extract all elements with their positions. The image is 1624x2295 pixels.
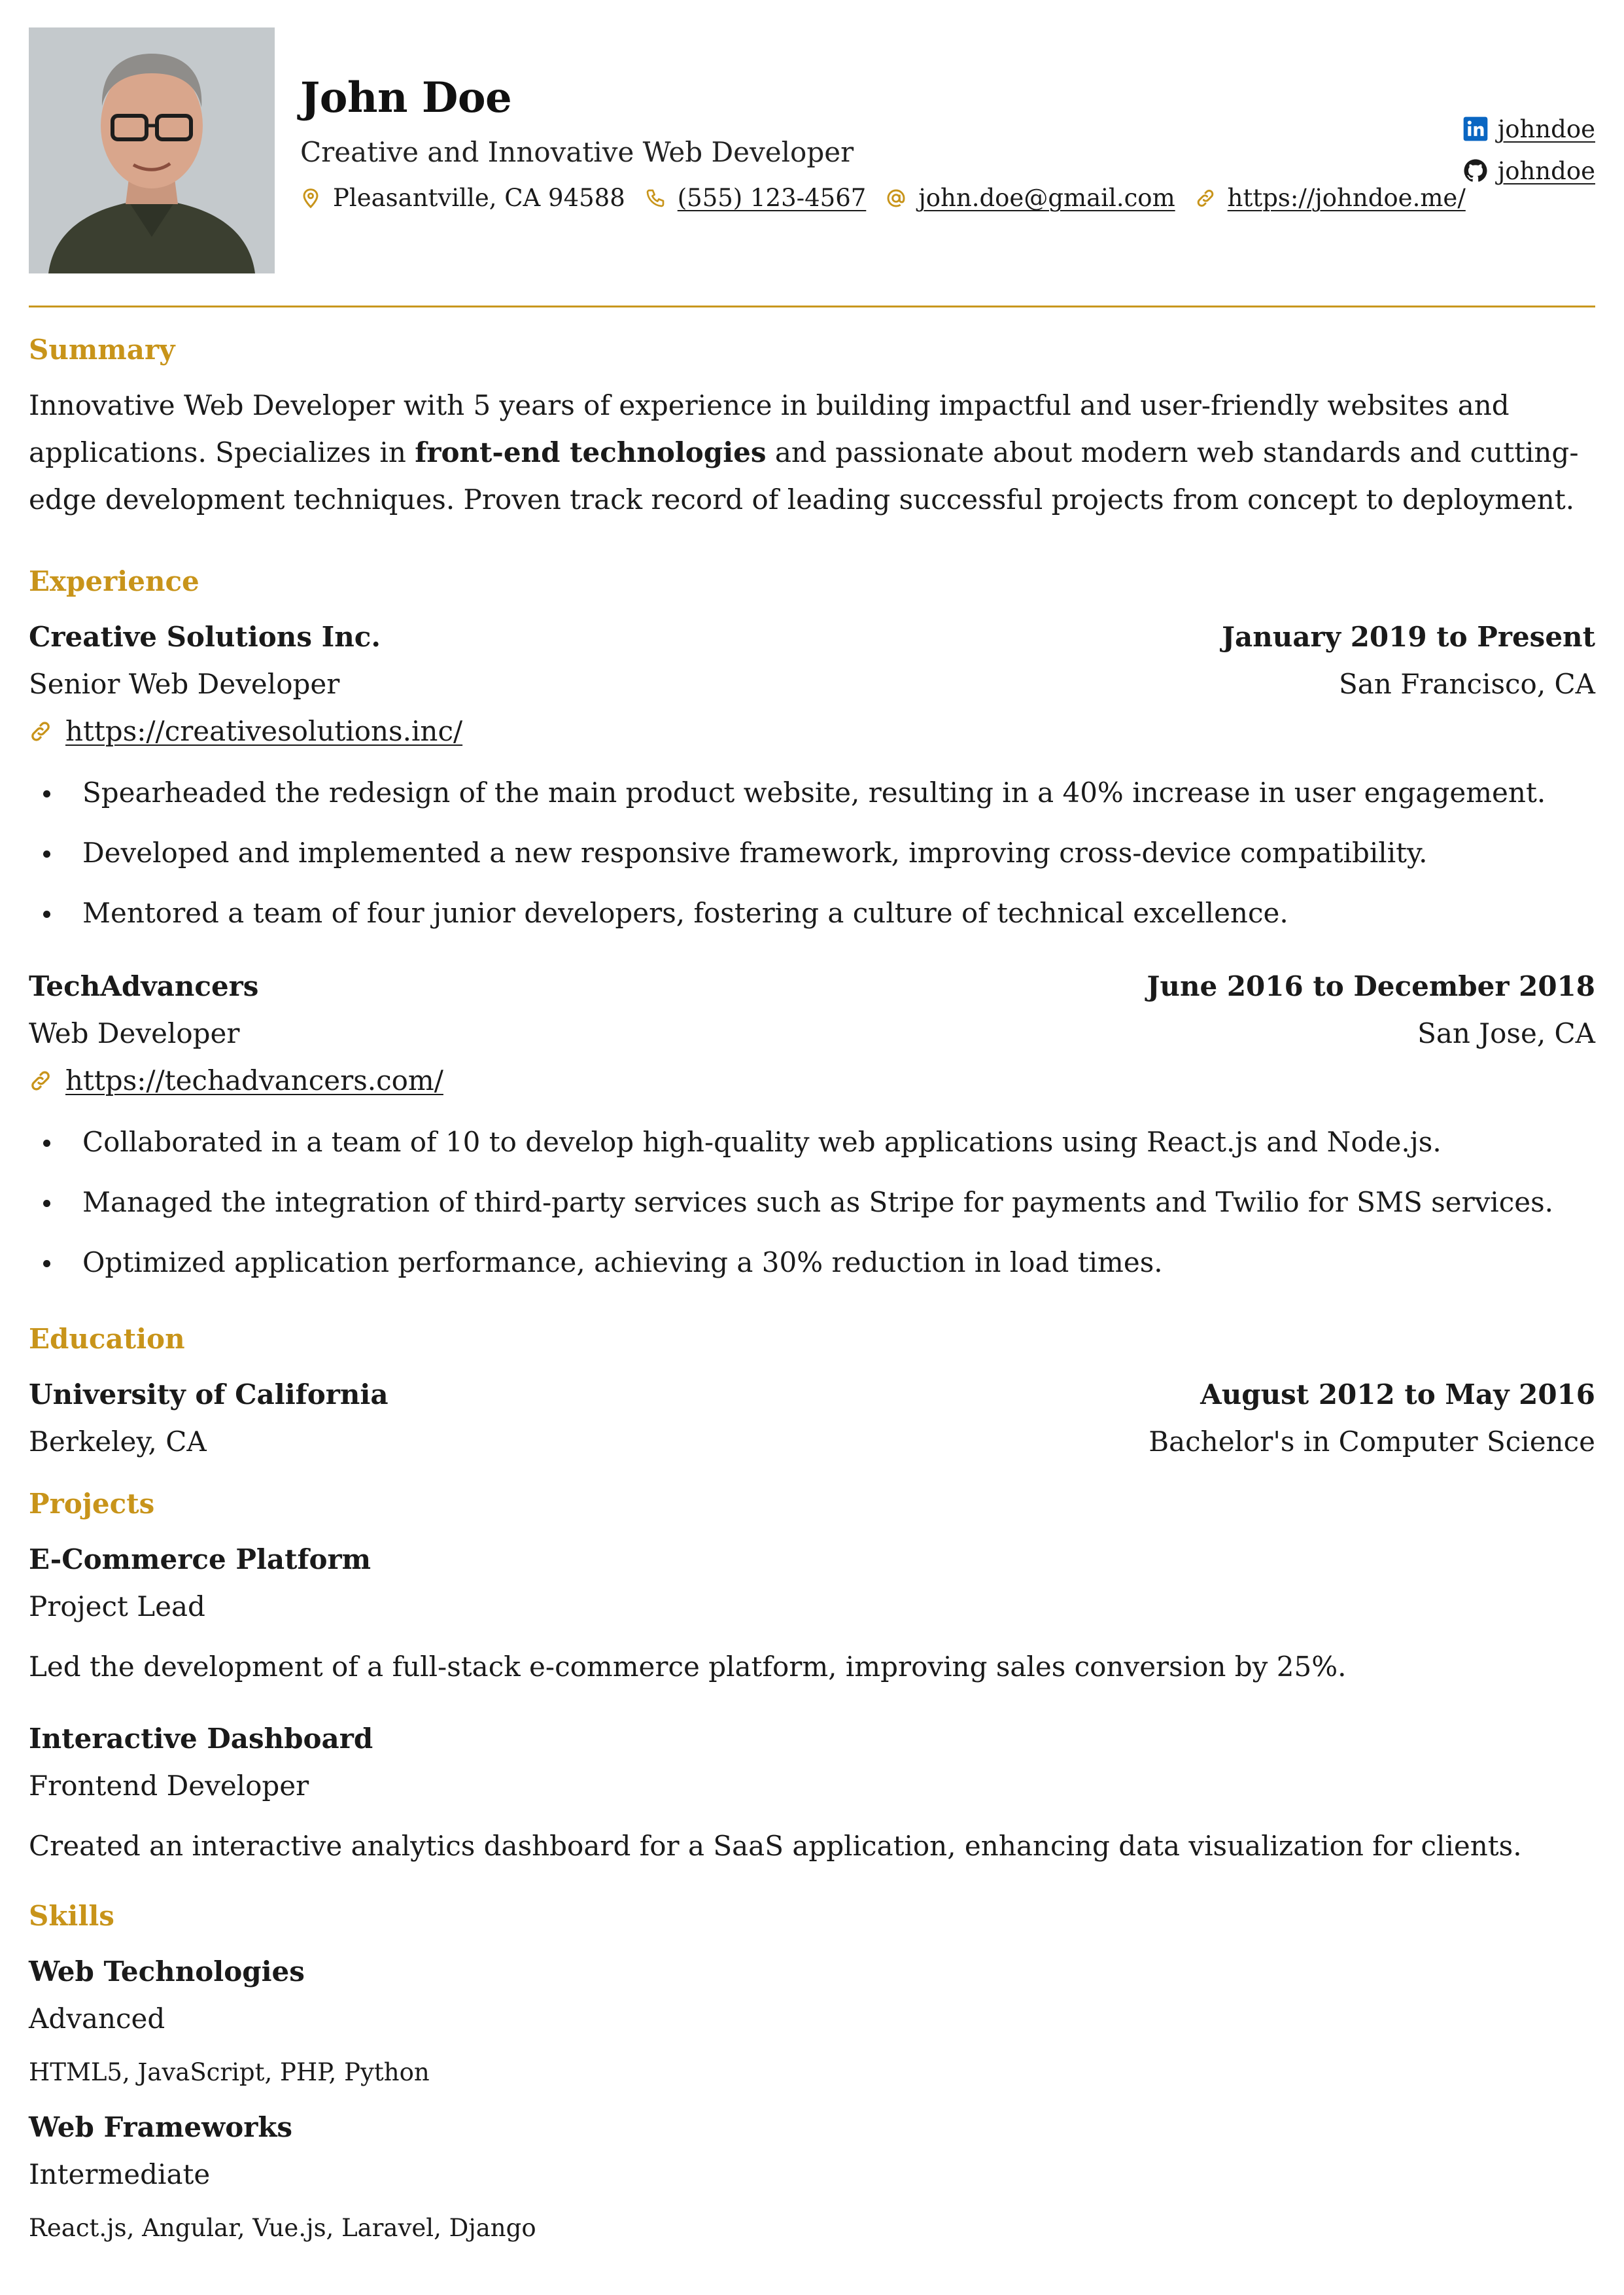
summary-text-end: and passionate about modern web standards and cutting-edge development techniques. Proven track record of leading successful projects from concept to deployment. (29, 436, 1579, 516)
profile-photo (29, 27, 275, 273)
link-icon (29, 1069, 52, 1093)
projects-heading: Projects (29, 1488, 155, 1520)
project-role (29, 1762, 1595, 1810)
link-icon (29, 720, 52, 743)
skill-level-text: Intermediate (29, 2158, 211, 2190)
linkedin-handle[interactable]: johndoe (1497, 114, 1595, 143)
summary-text-emphasis: front-end technologies (415, 436, 767, 468)
education-dates: August 2012 to May 2016 (1200, 1378, 1595, 1410)
company-name: TechAdvancers (29, 970, 259, 1002)
highlight-item: Collaborated in a team of 10 to develop high-quality web applications using React.js and Node.js. (29, 1112, 1595, 1172)
summary-section (29, 336, 1595, 523)
header-info (300, 73, 1466, 212)
experience-header-row (29, 614, 1595, 661)
degree: Bachelor's in Computer Science (1149, 1426, 1595, 1458)
project-name-text: E-Commerce Platform (29, 1543, 371, 1575)
skill-name-text: Web Frameworks (29, 2111, 293, 2143)
education-section (29, 1325, 1595, 1465)
github-profile[interactable] (1462, 158, 1595, 184)
summary-heading: Summary (29, 334, 175, 366)
contact-email[interactable] (886, 186, 1175, 210)
resume-body (29, 336, 1595, 2252)
education-location: Berkeley, CA (29, 1426, 207, 1458)
experience-heading: Experience (29, 565, 199, 597)
github-handle[interactable]: johndoe (1497, 156, 1595, 185)
skill-name (29, 2104, 1595, 2151)
contact-location (300, 186, 625, 210)
company-url-row[interactable] (29, 1057, 1595, 1104)
job-title: Web Developer (29, 1017, 240, 1049)
skill-name (29, 1948, 1595, 1995)
job-location: San Jose, CA (1417, 1017, 1595, 1049)
skills-heading: Skills (29, 1900, 114, 1932)
experience-entry (29, 614, 1595, 943)
skill-name-text: Web Technologies (29, 1955, 305, 1988)
project-description-text: Created an interactive analytics dashboard for a SaaS application, enhancing data visualization for clients. (29, 1830, 1522, 1862)
candidate-headline: Creative and Innovative Web Developer (300, 136, 854, 168)
social-links (1462, 116, 1595, 200)
summary-text-start: Innovative Web Developer with 5 years of experience in building impactful and user-friendly websites and applications. Specializes in (29, 389, 1510, 468)
phone-icon (645, 188, 666, 209)
project-entry (29, 1715, 1595, 1870)
email-link[interactable]: john.doe@gmail.com (918, 184, 1175, 212)
resume-page (29, 27, 1595, 2242)
location-text: Pleasantville, CA 94588 (333, 184, 625, 212)
skill-entry (29, 2104, 1595, 2252)
project-description (29, 1643, 1595, 1691)
summary-text (29, 382, 1595, 523)
company-url-link[interactable]: https://techadvancers.com/ (65, 1064, 443, 1096)
highlights-list (29, 1112, 1595, 1293)
phone-link[interactable]: (555) 123-4567 (677, 184, 867, 212)
experience-section (29, 565, 1595, 1293)
education-header-row (29, 1371, 1595, 1418)
highlight-item: Managed the integration of third-party services such as Stripe for payments and Twilio for SMS services. (29, 1172, 1595, 1233)
skill-level-text: Advanced (29, 2003, 165, 2035)
linkedin-icon (1462, 116, 1489, 142)
employment-dates: January 2019 to Present (1222, 621, 1595, 653)
link-icon (1195, 188, 1216, 209)
skills-section (29, 1902, 1595, 2252)
highlights-list (29, 763, 1595, 943)
project-description-text: Led the development of a full-stack e-commerce platform, improving sales conversion by 25%. (29, 1651, 1347, 1683)
experience-subheader-row (29, 1010, 1595, 1057)
project-role (29, 1583, 1595, 1630)
skill-level (29, 2151, 1595, 2198)
job-title: Senior Web Developer (29, 668, 340, 700)
map-pin-icon (300, 188, 321, 209)
highlight-item: Mentored a team of four junior developers, fostering a culture of technical excellence. (29, 883, 1595, 943)
education-subheader-row (29, 1418, 1595, 1465)
experience-subheader-row (29, 661, 1595, 708)
contact-bar (300, 184, 1466, 212)
skill-entry (29, 1948, 1595, 2096)
company-url-link[interactable]: https://creativesolutions.inc/ (65, 715, 463, 747)
company-url-row[interactable] (29, 708, 1595, 755)
institution-name: University of California (29, 1378, 389, 1410)
project-name-text: Interactive Dashboard (29, 1723, 373, 1755)
employment-dates: June 2016 to December 2018 (1147, 970, 1595, 1002)
education-heading: Education (29, 1323, 185, 1355)
highlight-item: Developed and implemented a new responsive framework, improving cross-device compatibility. (29, 823, 1595, 883)
contact-website[interactable] (1195, 186, 1466, 210)
website-link[interactable]: https://johndoe.me/ (1227, 184, 1466, 212)
skill-keywords: HTML5, JavaScript, PHP, Python (29, 2058, 430, 2086)
github-icon (1462, 158, 1489, 184)
contact-phone[interactable] (645, 186, 867, 210)
linkedin-profile[interactable] (1462, 116, 1595, 142)
job-location: San Francisco, CA (1338, 668, 1595, 700)
highlight-item: Optimized application performance, achieving a 30% reduction in load times. (29, 1233, 1595, 1293)
resume-header (29, 27, 1595, 273)
skill-keywords: React.js, Angular, Vue.js, Laravel, Django (29, 2214, 536, 2242)
skill-level (29, 1995, 1595, 2042)
header-divider (29, 306, 1595, 307)
project-name (29, 1715, 1595, 1762)
project-entry (29, 1536, 1595, 1691)
company-name: Creative Solutions Inc. (29, 621, 381, 653)
experience-header-row (29, 963, 1595, 1010)
project-description (29, 1823, 1595, 1870)
candidate-name: John Doe (300, 73, 512, 122)
project-role-text: Project Lead (29, 1590, 205, 1622)
project-role-text: Frontend Developer (29, 1770, 309, 1802)
project-name (29, 1536, 1595, 1583)
experience-entry (29, 963, 1595, 1293)
at-sign-icon (886, 188, 907, 209)
highlight-item: Spearheaded the redesign of the main product website, resulting in a 40% increase in user engagement. (29, 763, 1595, 823)
projects-section (29, 1490, 1595, 1870)
